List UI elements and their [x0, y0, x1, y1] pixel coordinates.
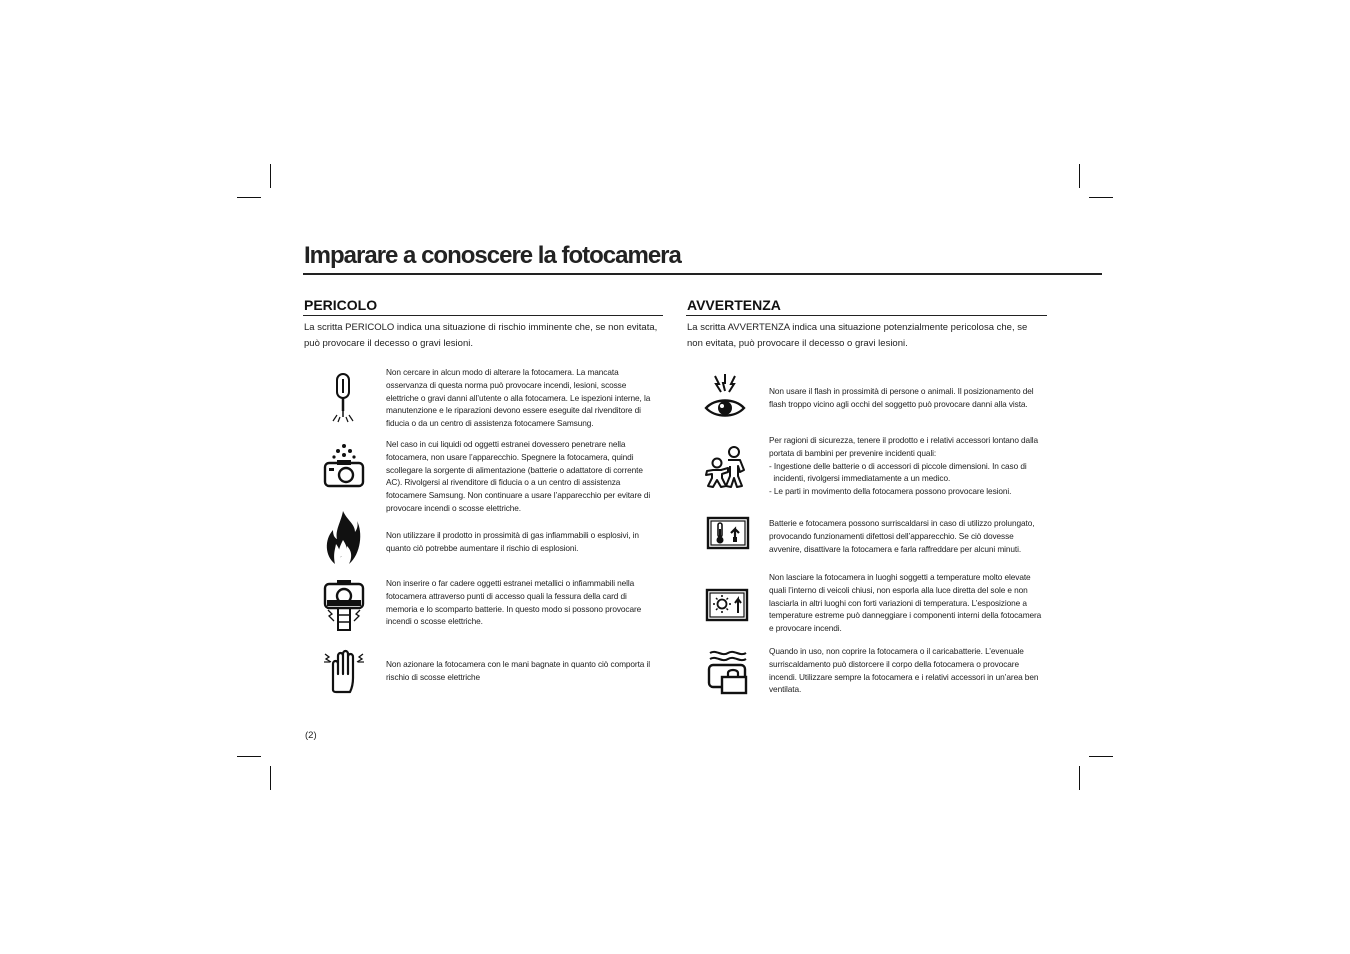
crop-mark	[1089, 197, 1113, 198]
warning-heading-divider	[686, 315, 1047, 316]
wet-hand-icon	[322, 650, 366, 694]
flame-icon	[325, 510, 361, 566]
crop-mark	[270, 766, 271, 790]
sun-heat-icon	[706, 589, 748, 621]
title-divider	[303, 273, 1102, 275]
screwdriver-icon	[329, 373, 357, 423]
danger-item-wet-hands: Non azionare la fotocamera con le mani bagnate in quanto ciò comporta il rischio di scosse elettriche	[386, 659, 650, 682]
flash-eye-icon	[703, 374, 747, 420]
crop-mark	[1079, 164, 1080, 188]
danger-intro: La scritta PERICOLO indica una situazione di rischio imminente che, se non evitata, può provocare il decesso o gravi lesioni.	[304, 322, 658, 349]
liquid-camera-icon	[323, 443, 365, 487]
warning-heading: AVVERTENZA	[687, 297, 781, 313]
warning-item-high-temperature: Non lasciare la fotocamera in luoghi soggetti a temperature molto elevate quali l’interno di veicoli chiusi, non esporla alla luce diretta del sole e non lasciarla in altri luoghi con forti variazioni di temperatura. L’esposizione a temperature estreme può danneggiare i componenti interni della fotocamera e provocare incendi.	[769, 572, 1042, 634]
warning-item-ventilation: Quando in uso, non coprire la fotocamera o il caricabatterie. L’evenuale surriscaldamento può distorcere il corpo della fotocamera o provocare incendi. Utilizzare sempre la fotocamera e i relativi accessori in un’area ben ventilata.	[769, 646, 1039, 695]
danger-heading: PERICOLO	[304, 297, 378, 313]
warning-item-children: Per ragioni di sicurezza, tenere il prodotto e i relativi accessori lontano dalla portata di bambini per prevenire incidenti quali: - Ingestione delle batterie o di accessori di piccole dimensioni. In caso di incidenti, rivolgersi immediatamente a un medico. - Le parti in movimento della fotocamera possono provocare lesioni.	[769, 435, 1039, 497]
page-number: (2)	[305, 730, 317, 741]
warning-intro: La scritta AVVERTENZA indica una situazione potenzialmente pericolosa che, se non evitata, può provocare il decesso o gravi lesioni.	[687, 322, 1028, 349]
danger-item-tampering: Non cercare in alcun modo di alterare la fotocamera. La mancata osservanza di questa norma può provocare incendi, lesioni, scosse elettriche o gravi danni all’utente o alla fotocamera. Le ispezioni interne, la manutenzione e le riparazioni devono essere eseguite dal rivenditore di fiducia o da un centro di assistenza fotocamere Samsung.	[386, 367, 651, 429]
children-icon	[704, 446, 748, 488]
crop-mark	[1089, 756, 1113, 757]
warning-item-flash: Non usare il flash in prossimità di persone o animali. Il posizionamento del flash troppo vicino agli occhi del soggetto può provocare danni alla vista.	[769, 386, 1034, 409]
danger-item-flammable-gas: Non utilizzare il prodotto in prossimità di gas infiammabili o esplosivi, in quanto ciò potrebbe aumentare il rischio di esplosioni.	[386, 530, 639, 553]
crop-mark	[237, 197, 261, 198]
crop-mark	[237, 756, 261, 757]
danger-item-liquids: Nel caso in cui liquidi od oggetti estranei dovessero penetrare nella fotocamera, non usare l’apparecchio. Spegnere la fotocamera, quindi scollegare la sorgente di alimentazione (batterie o adattatore di corrente AC). Rivolgersi al rivenditore di fiducia o a un centro di assistenza fotocamere Samsung. Non continuare a usare l’apparecchio per evitare di provocare incendi o scosse elettriche.	[386, 439, 651, 513]
page-title: Imparare a conoscere la fotocamera	[304, 242, 681, 269]
battery-slot-icon	[322, 578, 366, 632]
danger-heading-divider	[303, 315, 663, 316]
covered-camera-icon	[706, 647, 750, 695]
crop-mark	[270, 164, 271, 188]
warning-item-overheating: Batterie e fotocamera possono surriscaldarsi in caso di utilizzo prolungato, provocando funzionamenti difettosi dell’apparecchio. Se ciò dovesse avvenire, disattivare la fotocamera e farla raffreddare per alcuni minuti.	[769, 518, 1035, 554]
thermometer-icon	[707, 517, 749, 549]
crop-mark	[1079, 766, 1080, 790]
danger-item-foreign-objects: Non inserire o far cadere oggetti estranei metallici o infiammabili nella fotocamera attraverso punti di accesso quali la fessura della card di memoria e lo scomparto batterie. In questo modo si possono provocare incendi o scosse elettriche.	[386, 578, 642, 627]
